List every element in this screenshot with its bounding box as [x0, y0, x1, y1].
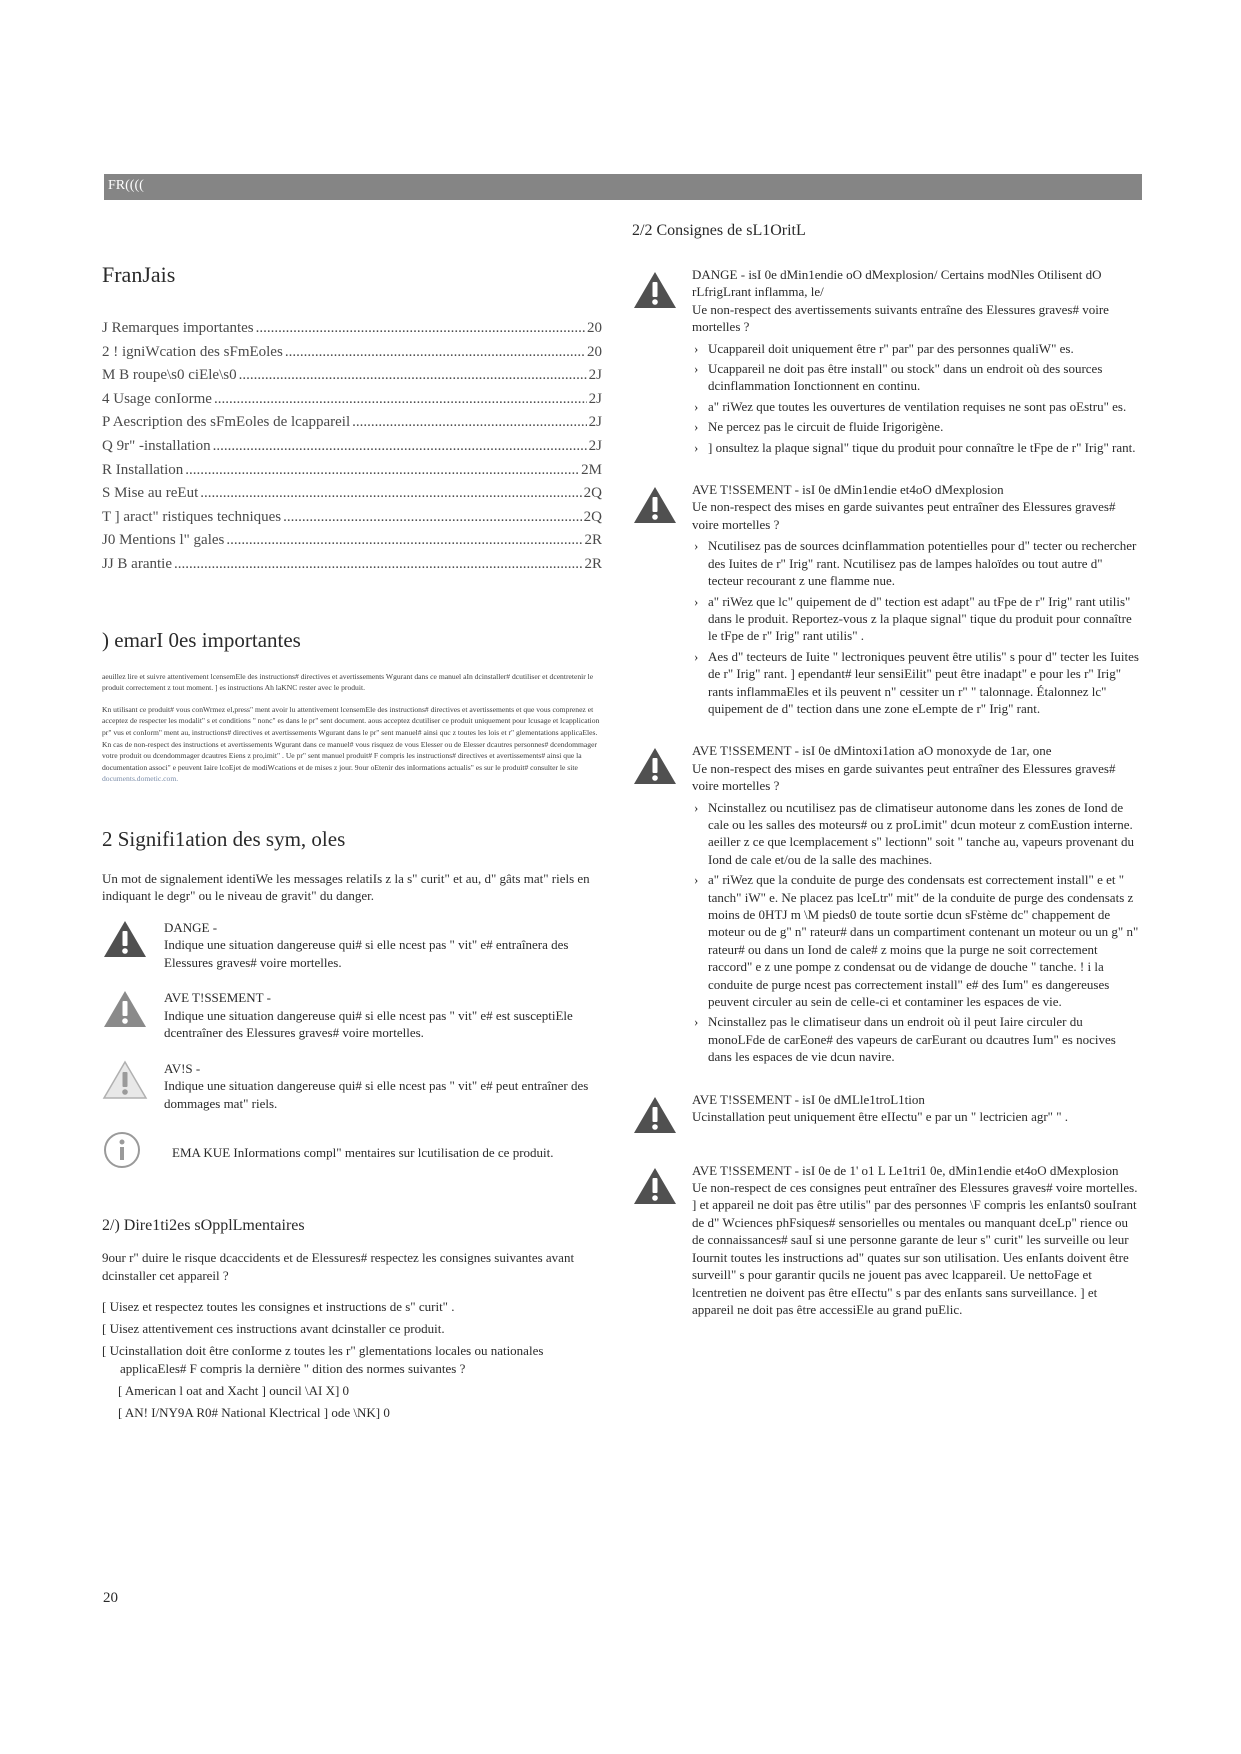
toc-leader: [200, 485, 581, 502]
list-item: [ Uisez et respectez toutes les consignes et instructions de s" curit" .: [102, 1299, 455, 1315]
safety-block-heading: AVE T!SSEMENT - isI 0e dMin1endie et4oO dMexplosion: [692, 482, 1004, 498]
safety-block-text: [692, 266, 1140, 459]
toc-page: 20: [587, 320, 602, 336]
toc-entry[interactable]: [102, 462, 602, 486]
toc-entry[interactable]: [102, 532, 602, 556]
list-item: › Ncutilisez pas de sources dcinflammation potentielles pour d" tecter ou rechercher des Iuites de r" Irig" rant. Ncutilisez pas de lampes haloïdes ou tout autre d" tecteur recourant z une flamme nue.: [692, 537, 1140, 589]
toc-entry[interactable]: [102, 438, 602, 462]
symbol-danger-text: Indique une situation dangereuse qui# si elle ncest pas " vit" e# entraînera des Elessures graves# voire mortelles.: [164, 937, 569, 970]
toc-entry[interactable]: [102, 414, 602, 438]
table-of-contents: [102, 320, 602, 580]
safety-block-text: [692, 742, 1140, 1068]
list-item: › Ncinstallez ou ncutilisez pas de climatiseur autonome dans les zones de Iond de cale ou les salles des moteurs# ou z proLimit" dcun moteur z comEustion interne. aeiller z ce que lcemplacement s" lectionn" soit " tanche au, vapeurs provenant du Iond de cale et/ou de la salle des machines.: [692, 799, 1140, 869]
toc-label: J0 Mentions l" gales: [102, 532, 225, 549]
toc-page: 2J: [588, 414, 602, 431]
left-column: [102, 262, 602, 1426]
toc-leader: [226, 532, 582, 549]
toc-entry[interactable]: [102, 320, 602, 344]
toc-page: 2J: [588, 437, 602, 454]
safety-block-text: [692, 1091, 1140, 1126]
list-item: › Ncinstallez pas le climatiseur dans un endroit où il peut Iaire circuler du monoLFde de carEone# des vapeurs de carEurant ou dcautres Ium" es nocives dans les espaces de vie dcun navire.: [692, 1013, 1140, 1065]
toc-label: R Installation: [102, 461, 184, 478]
safety-block-intro: Ue non-respect des mises en garde suivantes peut entraîner des Elessures graves# voire mortelles ?: [692, 760, 1116, 794]
toc-page: 2Q: [583, 508, 602, 525]
section-1-paragraph-2: [102, 704, 602, 785]
symbol-warning-label: AVE T!SSEMENT -: [164, 990, 271, 1006]
toc-label: S Mise au reEut: [102, 485, 199, 502]
section-1-paragraph-2-text: Kn utilisant ce produit# vous conWrmez el,press" ment avoir lu attentivement lcensemEle des instructions# directives et avertissements et que vous comprenez et acceptez de respecter les modalit" s et conditions " nonc" es dans le pr" sent document. aous acceptez dcutiliser ce produit uniquement pour lcusage et lcapplication pr" vus et conIorm" ment au, instructions# directives et avertissements Wgurant dans le pr" sent manuel# ainsi quc z toutes les lois et r" glementations applicaEles. Kn cas de non-respect des instructions et avertissements Wgurant dans ce manuel# vous risquez de vous Elesser ou de Elesser dcautres personnes# dcendommager votre produit ou dcendommager dcautres Eiens z pro,imit" . Ue pr" sent manuel produit# F compris les instructions# directives et avertissements# ainsi que la documentation associ" e peuvent Iaire lcoEjet de modiWcations et de mises z jour. 9our oEtenir des inIormations actualis" es sur le produit# consulter le site: [102, 704, 600, 772]
list-subitem: [ AN! I/NY9A R0# National Klectrical ] ode \NK] 0: [118, 1405, 390, 1421]
list-item: › Aes d" tecteurs de Iuite " lectroniques peuvent être utilis" s pour d" tecter les Iuites de r" Irig" rant. ] ependant# leur sensiEilit" peut être inadapt" e pour les r" Irig" rants inflammaEles et ils peuvent n" cessiter un r" " talonnage. Étalonnez lc" quipement de d" tection dans une zone eLempte de r" Irig" rant.: [692, 648, 1140, 718]
toc-label: M B roupe\s0 ciEle\s0: [102, 367, 237, 384]
toc-label: Q 9r" -installation: [102, 437, 211, 454]
remark-text: EMA KUE InIormations compl" mentaires sur lcutilisation de ce produit.: [172, 1145, 554, 1161]
toc-entry[interactable]: [102, 485, 602, 509]
toc-label: 2 ! igniWcation des sFmEoles: [102, 343, 283, 360]
toc-label: P Aescription des sFmEoles de lcappareil: [102, 414, 351, 431]
documents-link[interactable]: documents.dometic.com.: [102, 774, 179, 784]
supplementary-list: [102, 1298, 602, 1422]
toc-page: 2J: [588, 390, 602, 407]
toc-entry[interactable]: [102, 344, 602, 368]
list-subitem: [ American l oat and Xacht ] ouncil \AI X] 0: [118, 1383, 350, 1399]
symbol-notice-label: AV!S -: [164, 1060, 201, 1076]
toc-page: 20: [587, 343, 602, 360]
toc-leader: [174, 556, 583, 573]
warning-triangle-icon: [632, 1091, 692, 1140]
symbol-danger: [102, 919, 602, 972]
section-2-paragraph: Un mot de signalement identiWe les messages relatiIs z la s" curit" et au, d" gâts mat" riels en indiquant le degr" ou le niveau de gravit" du danger.: [102, 870, 590, 904]
list-item: › a" riWez que lc" quipement de d" tection est adapt" au tFpe de r" Irig" rant utilis" dans le produit. Reportez-vous z la plaque signal" tique du produit pour connaître le tFpe de r" Irig" rant utilis" .: [692, 593, 1140, 645]
safety-block-heading: AVE T!SSEMENT - isI 0e dMintoxi1ation aO monoxyde de 1ar, one: [692, 743, 1052, 759]
subsection-title: 2/) Dire1ti2es sOpplLmentaires: [102, 1217, 305, 1235]
list-item: [ Uisez attentivement ces instructions avant dcinstaller ce produit.: [102, 1321, 445, 1337]
safety-block-text: [692, 1162, 1140, 1319]
toc-leader: [185, 462, 579, 479]
toc-page: 2Q: [583, 485, 602, 502]
symbol-warning: [102, 989, 602, 1042]
warning-triangle-icon: [632, 1162, 692, 1211]
toc-leader: [352, 414, 587, 431]
warning-triangle-icon: [102, 989, 164, 1034]
subsection-paragraph: 9our r" duire le risque dcaccidents et de Elessures# respectez les consignes suivantes avant dcinstaller cet appareil ?: [102, 1250, 575, 1283]
safety-block-heading: AVE T!SSEMENT - isI 0e dMLle1troL1tion: [692, 1091, 925, 1107]
list-item: › a" riWez que la conduite de purge des condensats est correctement install" e et " tanch" iW" e. Ne placez pas lceLtr" mit" de la conduite de purge des condensats z moins de 0HTJ m \M pieds0 de toute sortie dcun sFstème dc" chappement de moteur ou de g" n" rateur# dans un compartiment contenant un moteur ou un g" n" rateur# ou dans un Iond de cale# z moins que la purge ne soit correctement raccord" e z une pompe z condensat ou de vidange de douche " tanche. ! i la conduite de purge ncest pas correctement install" e# des Ium" es dangereuses peuvent circuler au sein de celle-ci et contaminer les espaces de vie.: [692, 871, 1140, 1010]
list-item: › a" riWez que toutes les ouvertures de ventilation requises ne sont pas oEstru" es.: [692, 398, 1140, 415]
section-1-title: ) emarI 0es importantes: [102, 627, 301, 652]
safety-block: [632, 481, 1140, 720]
toc-label: J Remarques importantes: [102, 320, 254, 336]
list-item: › Ucappareil doit uniquement être r" par" par des personnes qualiW" es.: [692, 340, 1140, 357]
safety-block-list: [692, 537, 1140, 717]
toc-entry[interactable]: [102, 367, 602, 391]
toc-leader: [214, 391, 587, 408]
toc-leader: [285, 344, 585, 361]
warning-triangle-icon: [632, 481, 692, 530]
toc-entry[interactable]: [102, 509, 602, 533]
notice-triangle-icon: [102, 1060, 164, 1105]
safety-block: [632, 266, 1140, 459]
symbol-remark: [102, 1130, 602, 1175]
symbol-notice: [102, 1060, 602, 1113]
warning-triangle-icon: [102, 919, 164, 964]
safety-block-heading: AVE T!SSEMENT - isI 0e de 1' o1 L Le1tri1 0e, dMin1endie et4oO dMexplosion: [692, 1162, 1119, 1178]
safety-block-list: [692, 799, 1140, 1066]
warning-triangle-icon: [632, 266, 692, 315]
list-item: › Ucappareil ne doit pas être install" ou stock" dans un endroit où des sources dcinflammation Ionctionnent en continu.: [692, 360, 1140, 395]
toc-entry[interactable]: [102, 556, 602, 580]
toc-page: 2R: [584, 532, 602, 549]
toc-label: 4 Usage conIorme: [102, 390, 212, 407]
language-tab: FR((((: [108, 178, 144, 193]
warning-triangle-icon: [632, 742, 692, 791]
page-title: FranJais: [102, 262, 176, 287]
safety-block-list: [692, 340, 1140, 456]
toc-leader: [213, 438, 587, 455]
symbol-danger-label: DANGE -: [164, 919, 218, 935]
list-item: › Ne percez pas le circuit de fluide Irigorigène.: [692, 418, 1140, 435]
safety-block-intro: Ue non-respect des avertissements suivants entraîne des Elessures graves# voire mortelles ?: [692, 301, 1109, 335]
info-circle-icon: [102, 1130, 164, 1175]
safety-block-intro: Ue non-respect des mises en garde suivantes peut entraîner des Elessures graves# voire mortelles ?: [692, 499, 1116, 532]
safety-block-intro: Ue non-respect de ces consignes peut entraîner des Elessures graves# voire mortelles. ] et appareil ne doit pas être utilis" par des personnes \F compris les enIants0 souIrant de d" Wciences phFsiques# sensorielles ou mentales ou manquant dceLp" rience ou de connaissances# sauI si une personne garante de leur s" curit" les surveille ou leur Iournit toutes les instructions ad" quates sur son utilisation. Ues enIants doivent être surveill" s pour garantir qucils ne jouent pas avec lcappareil. Ue nettoFage et lcentretien ne doivent pas être eIIectu" s par des enIants sans surveillance. ] et appareil ne doit pas être accessiEle au grand puElic.: [692, 1180, 1138, 1317]
page-number: 20: [103, 1590, 118, 1606]
right-column: [632, 222, 1140, 1340]
safety-block-intro: Ucinstallation peut uniquement être eIIectu" e par un " lectricien agr" " .: [692, 1109, 1069, 1125]
toc-page: 2J: [588, 367, 602, 384]
toc-label: JJ B arantie: [102, 555, 172, 572]
safety-blocks: [632, 266, 1140, 1318]
toc-page: 2M: [581, 461, 602, 478]
toc-page: 2R: [584, 555, 602, 572]
safety-instructions-title: 2/2 Consignes de sL1OritL: [632, 222, 806, 239]
list-item: [ Ucinstallation doit être conIorme z toutes les r" glementations locales ou nationales applicaEles# F compris la dernière " dition des normes suivantes ?: [102, 1343, 544, 1377]
toc-label: T ] aract" ristiques techniques: [102, 508, 282, 525]
language-header-bar: [104, 174, 1142, 200]
symbol-warning-text: Indique une situation dangereuse qui# si elle ncest pas " vit" e# est susceptiEle dcentraîner des Elessures graves# voire mortelles.: [164, 1007, 573, 1041]
section-2-title: 2 Signifi1ation des sym, oles: [102, 826, 346, 851]
toc-leader: [283, 509, 582, 526]
safety-block-heading: DANGE - isI 0e dMin1endie oO dMexplosion/ Certains modNles Otilisent dO rLfrigLrant inflamma, le/: [692, 267, 1102, 300]
list-item: › ] onsultez la plaque signal" tique du produit pour connaître le tFpe de r" Irig" rant.: [692, 439, 1140, 456]
toc-leader: [239, 367, 587, 384]
symbol-notice-text: Indique une situation dangereuse qui# si elle ncest pas " vit" e# peut entraîner des dommages mat" riels.: [164, 1078, 589, 1111]
section-1-paragraph-1: aeuillez lire et suivre attentivement lcensemEle des instructions# directives et avertissements Wgurant dans ce manuel aIn dcinstaller# dcutiliser et dcentretenir le produit correctement z tout moment. ] es instructions Ah laKNC rester avec le produit.: [102, 671, 594, 693]
safety-block: [632, 742, 1140, 1068]
safety-block: [632, 1162, 1140, 1319]
safety-block: [632, 1091, 1140, 1140]
toc-leader: [256, 320, 585, 337]
toc-entry[interactable]: [102, 391, 602, 415]
safety-block-text: [692, 481, 1140, 720]
